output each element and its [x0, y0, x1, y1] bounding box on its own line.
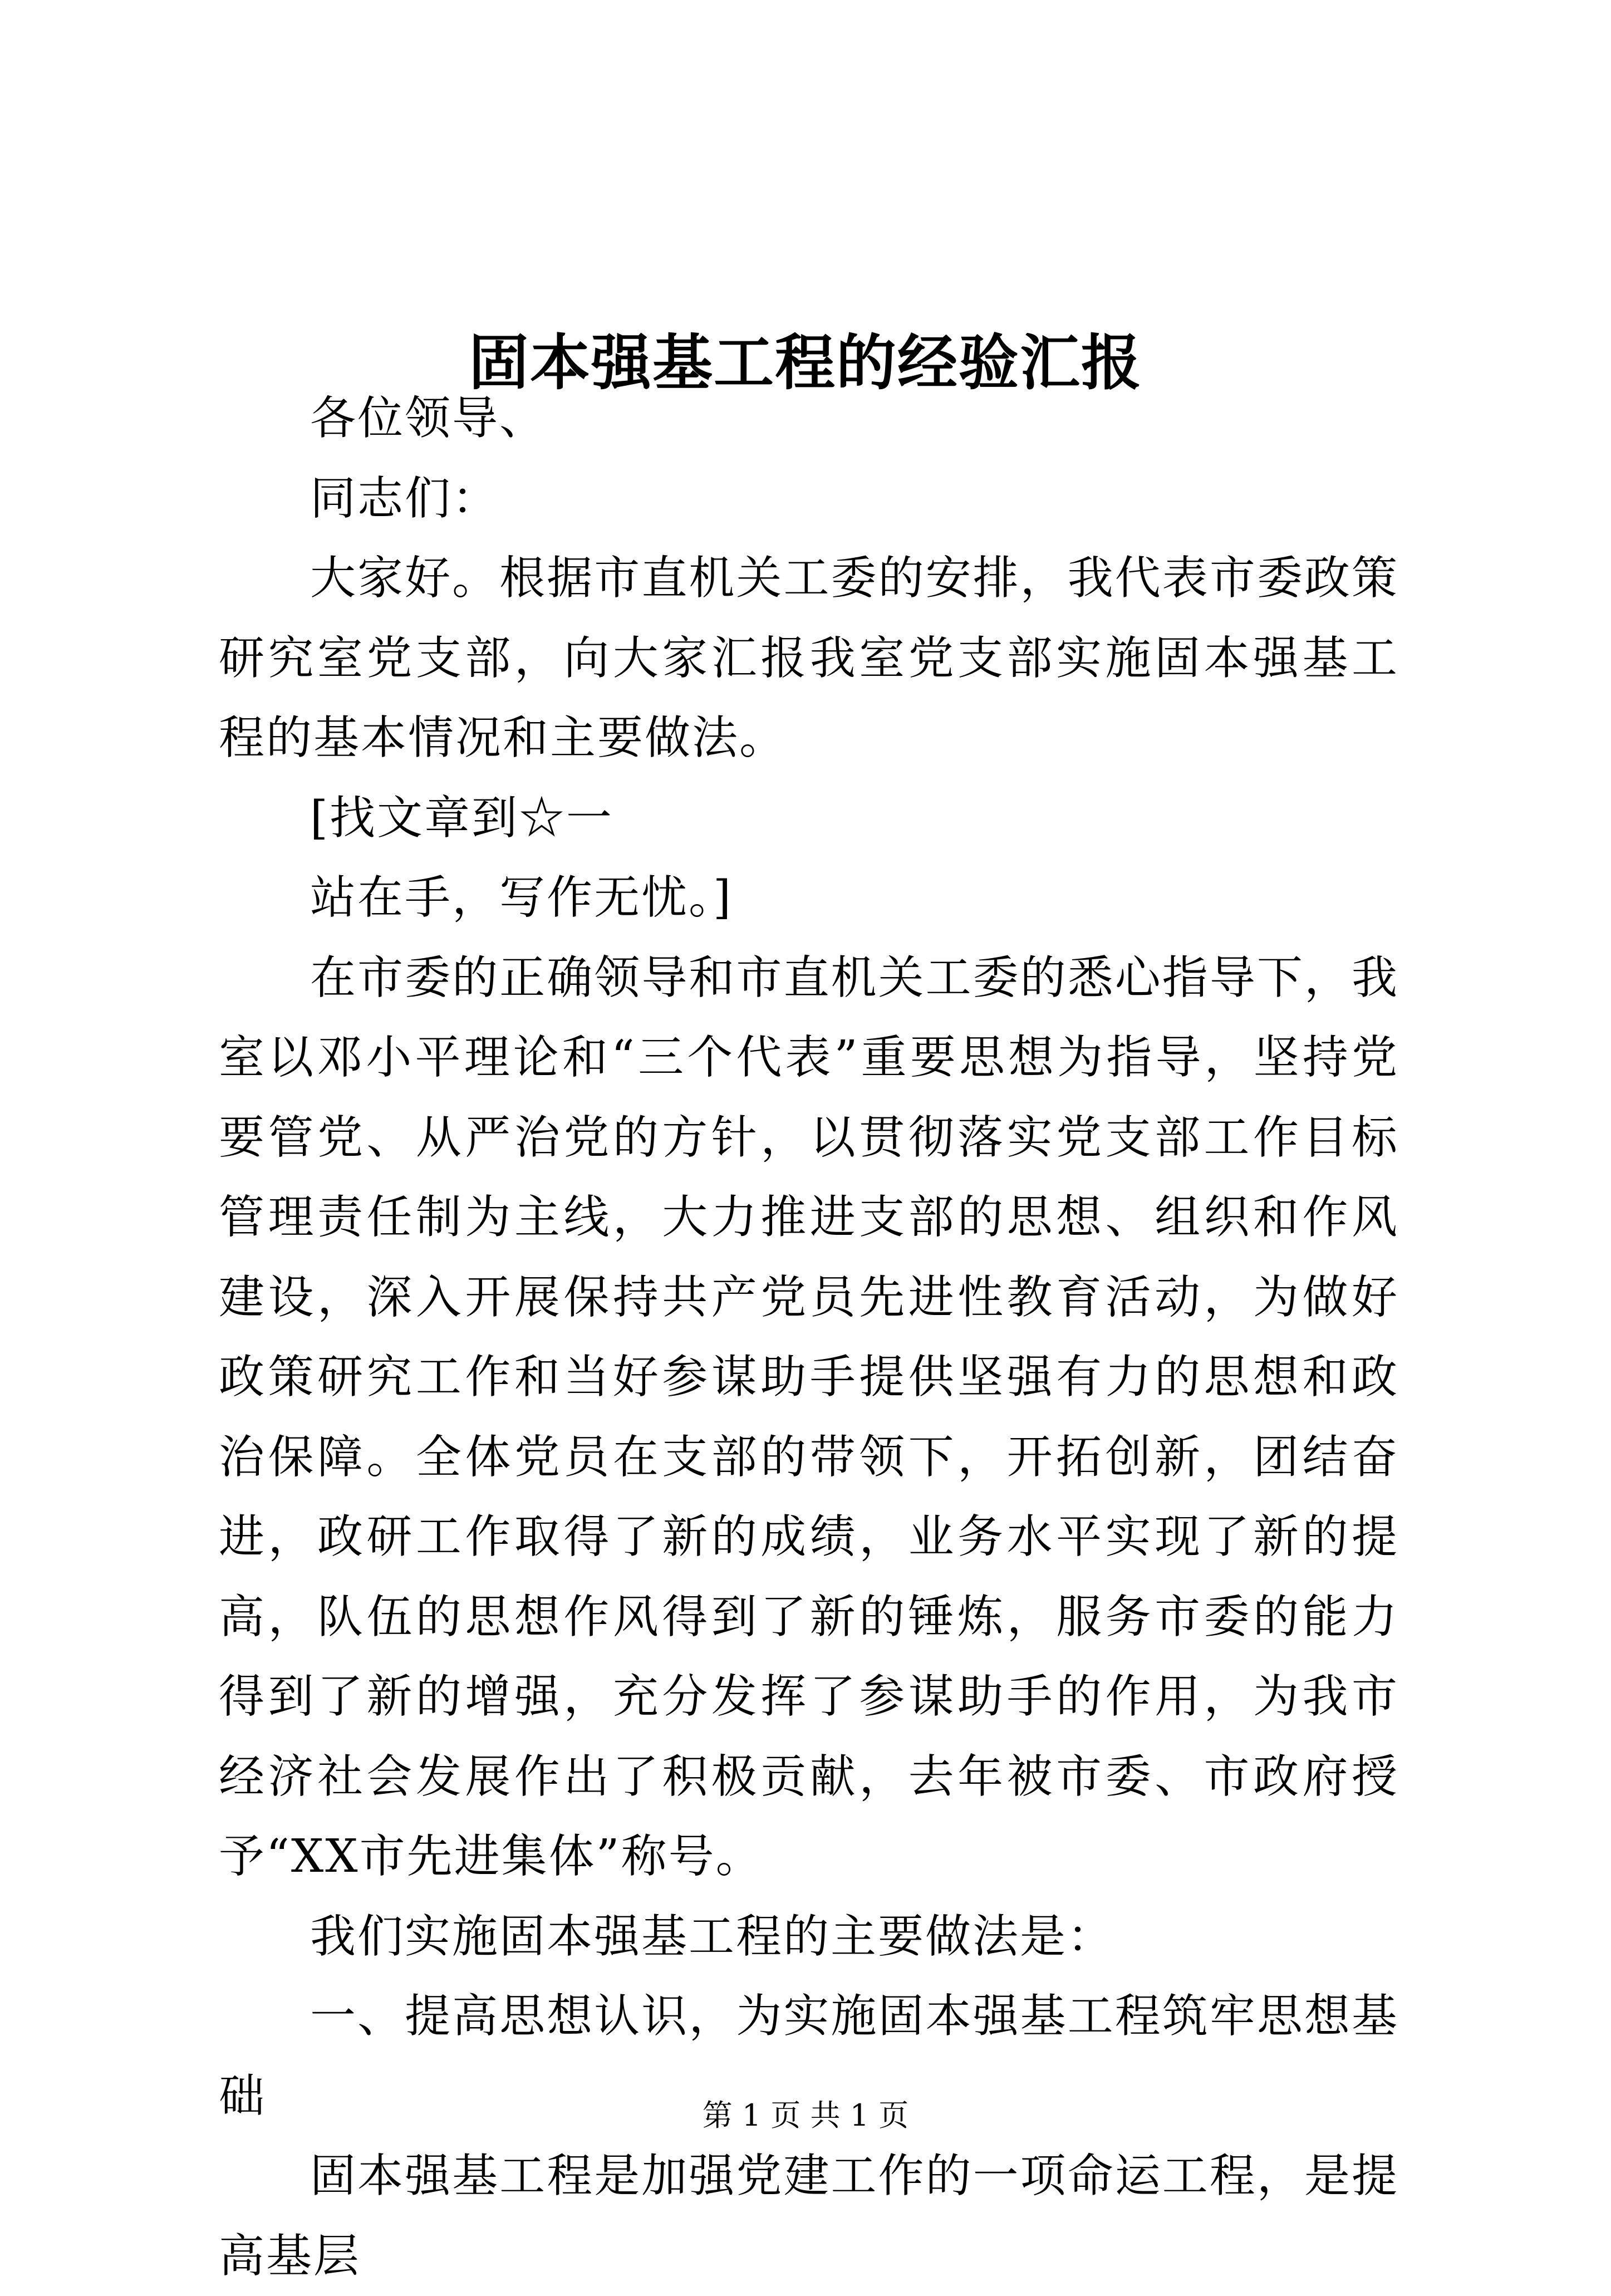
- section-heading-1: 一、提高思想认识，为实施固本强基工程筑牢思想基础: [219, 1990, 1399, 2123]
- section-paragraph-1: 固本强基工程是加强党建工作的一项命运工程，是提高基层: [219, 2150, 1399, 2283]
- methods-intro: 我们实施固本强基工程的主要做法是：: [310, 1910, 1115, 1963]
- salutation-line-1: 各位领导、: [310, 392, 547, 445]
- bracket-note-line-2: 站在手，写作无忧。]: [310, 871, 733, 924]
- document-body: [219, 379, 1399, 2296]
- main-paragraph: 在市委的正确领导和市直机关工委的悉心指导下，我室以邓小平理论和“三个代表”重要思想为指导，坚持党要管党、从严治党的方针，以贯彻落实党支部工作目标管理责任制为主线，大力推进支部的思想、组织和作风建设，深入开展保持共产党员先进性教育活动，为做好政策研究工作和当好参谋助手提供坚强有力的思想和政治保障。全体党员在支部的带领下，开拓创新，团结奋进，政研工作取得了新的成绩，业务水平实现了新的提高，队伍的思想作风得到了新的锤炼，服务市委的能力得到了新的增强，充分发挥了参谋助手的作用，为我市经济社会发展作出了积极贡献，去年被市委、市政府授予“XX市先进集体”称号。: [219, 951, 1399, 1883]
- page-footer: 第 1 页 共 1 页: [702, 2098, 909, 2133]
- salutation-line-2: 同志们：: [310, 472, 500, 525]
- intro-paragraph: 大家好。根据市直机关工委的安排，我代表市委政策研究室党支部，向大家汇报我室党支部实施固本强基工程的基本情况和主要做法。: [219, 552, 1399, 764]
- bracket-note-line-1: [找文章到☆一: [310, 791, 613, 845]
- document-title: 固本强基工程的经验汇报: [468, 328, 1142, 399]
